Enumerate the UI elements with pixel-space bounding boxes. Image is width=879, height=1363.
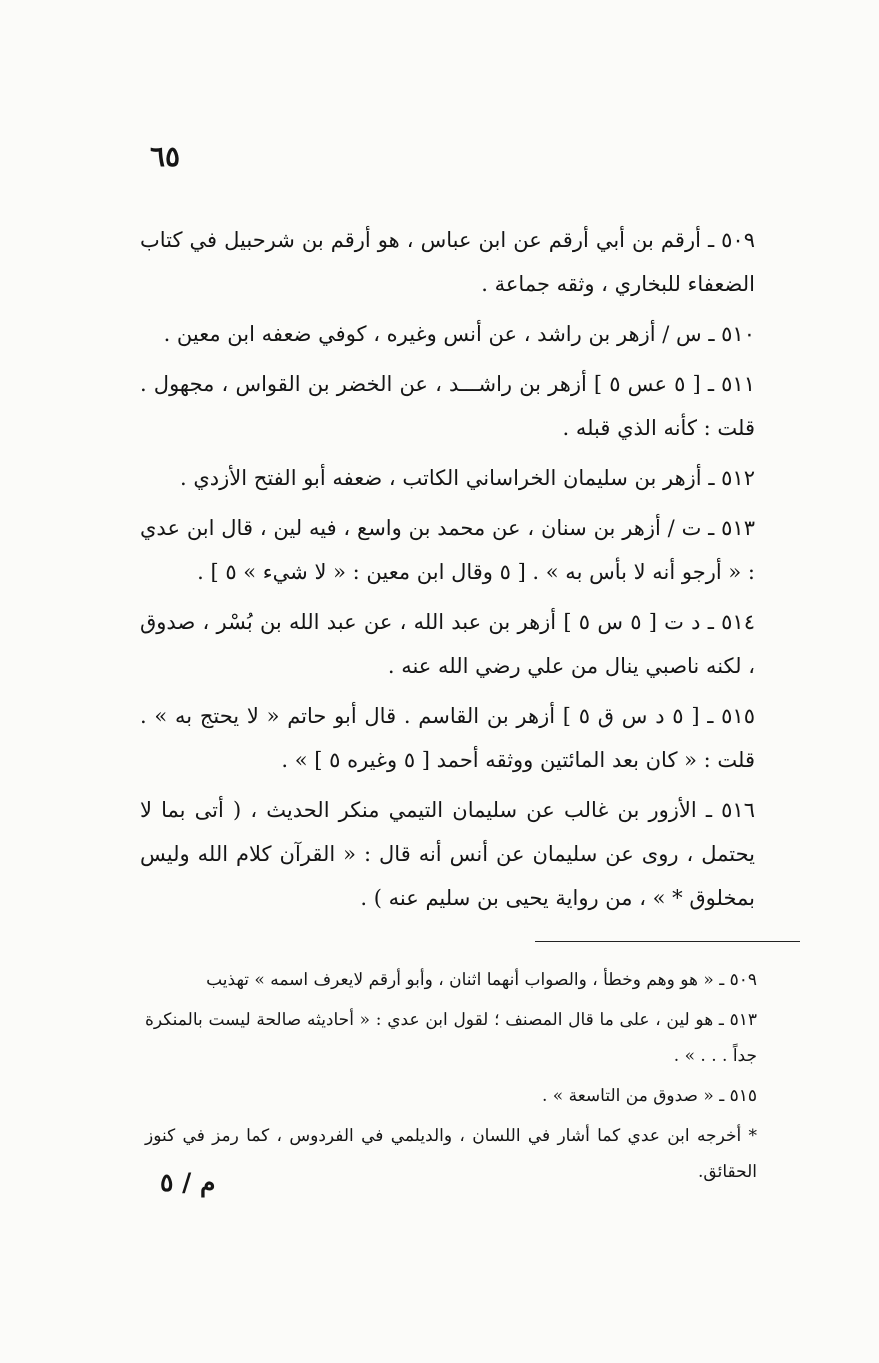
entry-512: ٥١٢ ـ أزهر بن سليمان الخراساني الكاتب ، ضعفه أبو الفتح الأزدي . bbox=[180, 466, 755, 490]
footnote-509: ٥٠٩ ـ « هو وهم وخطأ ، والصواب أنهما اثنان ، وأبو أرقم لايعرف اسمه » تهذيب bbox=[206, 970, 757, 990]
entry-514: ٥١٤ ـ د ت [ ٥ س ٥ ] أزهر بن عبد الله ، عن عبد الله بن بُسْر ، صدوق ، لكنه ناصبي ينال من علي رضي الله عنه . bbox=[140, 610, 755, 678]
entry-513: ٥١٣ ـ ت / أزهر بن سنان ، عن محمد بن واسع ، فيه لين ، قال ابن عدي : « أرجو أنه لا بأس به » . [ ٥ وقال ابن معين : « لا شيء » ٥ ] . bbox=[140, 516, 755, 584]
footnote-515: ٥١٥ ـ « صدوق من التاسعة » . bbox=[542, 1086, 757, 1106]
footnote-asterisk: * أخرجه ابن عدي كما أشار في اللسان ، والديلمي في الفردوس ، كما رمز في كنوز الحقائق. bbox=[145, 1126, 757, 1182]
footnote-separator bbox=[535, 941, 800, 942]
footnote-513: ٥١٣ ـ هو لين ، على ما قال المصنف ؛ لقول ابن عدي : « أحاديثه صالحة ليست بالمنكرة جداً . . . » . bbox=[145, 1010, 757, 1066]
signature-mark: م / ٥ bbox=[160, 1168, 216, 1197]
entry-509: ٥٠٩ ـ أرقم بن أبي أرقم عن ابن عباس ، هو أرقم بن شرحبيل في كتاب الضعفاء للبخاري ، وثقه جماعة . bbox=[140, 228, 755, 296]
entry-510: ٥١٠ ـ س / أزهر بن راشد ، عن أنس وغيره ، كوفي ضعفه ابن معين . bbox=[163, 322, 755, 346]
entry-515: ٥١٥ ـ [ ٥ د س ق ٥ ] أزهر بن القاسم . قال أبو حاتم « لا يحتج به » . قلت : « كان بعد المائتين ووثقه أحمد [ ٥ وغيره ٥ ] » . bbox=[140, 704, 755, 772]
entries-section bbox=[140, 218, 755, 926]
page-number: ٦٥ bbox=[150, 140, 181, 173]
footnotes-section bbox=[145, 962, 757, 1194]
entry-516: ٥١٦ ـ الأزور بن غالب عن سليمان التيمي منكر الحديث ، ( أتى بما لا يحتمل ، روى عن سليمان عن أنس أنه قال : « القرآن كلام الله وليس بمخلوق * » ، من رواية يحيى بن سليم عنه ) . bbox=[140, 798, 755, 910]
entry-511: ٥١١ ـ [ ٥ عس ٥ ] أزهر بن راشـــد ، عن الخضر بن القواس ، مجهول . قلت : كأنه الذي قبله . bbox=[140, 372, 755, 440]
